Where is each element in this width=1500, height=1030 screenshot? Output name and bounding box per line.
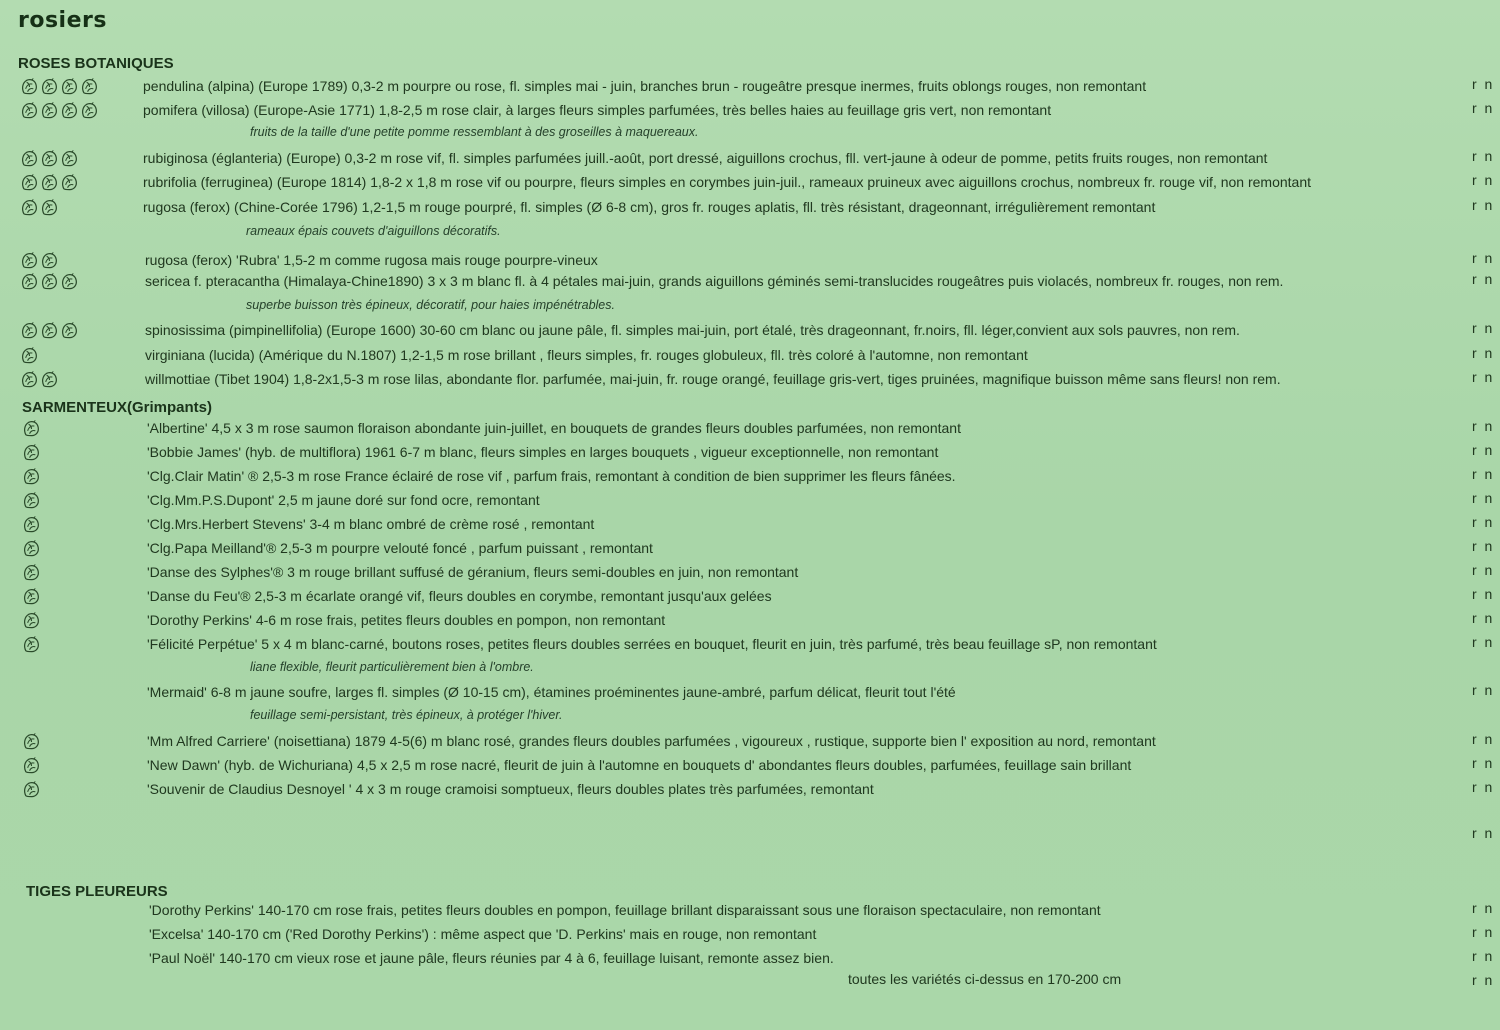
rose-description: 'Dorothy Perkins' 4-6 m rose frais, petites fleurs doubles en pompon, non remontant xyxy=(147,612,666,628)
rn-label: r n xyxy=(1472,586,1495,602)
rose-icon xyxy=(20,251,39,271)
rose-description: sericea f. pteracantha (Himalaya-Chine1890) 3 x 3 m blanc fl. à 4 pétales mai-juin, grands aiguillons géminés semi-translucides rougeâtres puis violacés, nombreux fr. rouges, non rem. xyxy=(145,273,1284,289)
hardiness-icons xyxy=(20,370,59,390)
rose-icon xyxy=(22,563,41,583)
section-heading-tiges: TIGES PLEUREURS xyxy=(26,883,168,900)
rn-label: r n xyxy=(1472,779,1495,795)
rose-description: 'New Dawn' (hyb. de Wichuriana) 4,5 x 2,5 m rose nacré, fleurit de juin à l'automne en bouquets d' abondantes fleurs doubles, parfumées, feuillage sain brillant xyxy=(147,757,1132,773)
rose-icon xyxy=(20,173,39,193)
rose-icon xyxy=(60,321,79,341)
note-sericea: superbe buisson très épineux, décoratif, pour haies impénétrables. xyxy=(246,298,615,312)
rose-description: virginiana (lucida) (Amérique du N.1807) 1,2-1,5 m rose brillant , fleurs simples, fr. rouges globuleux, fll. très coloré à l'automne, non remontant xyxy=(145,347,1028,363)
rose-row xyxy=(0,900,1500,924)
rose-description: rubrifolia (ferruginea) (Europe 1814) 1,8-2 x 1,8 m rose vif ou pourpre, fleurs simples en corymbes juin-juil., rameaux pruineux avec aiguillons crochus, nombreux fr. rouge vif, non remontant xyxy=(143,174,1312,190)
rose-icon xyxy=(22,539,41,559)
rose-description: 'Excelsa' 140-170 cm ('Red Dorothy Perkins') : même aspect que 'D. Perkins' mais en rouge, non remontant xyxy=(149,926,817,942)
rose-row xyxy=(0,320,1500,344)
rose-row xyxy=(0,610,1500,634)
rose-icon xyxy=(22,732,41,752)
rose-icon xyxy=(60,173,79,193)
rose-description: pendulina (alpina) (Europe 1789) 0,3-2 m pourpre ou rose, fl. simples mai - juin, branches brun - rougeâtre presque inermes, fruits oblongs rouges, non remontant xyxy=(143,78,1147,94)
page-title: rosiers xyxy=(18,8,107,33)
rose-icon xyxy=(22,419,41,439)
rose-row xyxy=(0,924,1500,948)
rose-row xyxy=(0,442,1500,466)
rose-description: 'Clg.Papa Meilland'® 2,5-3 m pourpre velouté foncé , parfum puissant , remontant xyxy=(147,540,653,556)
rn-label: r n xyxy=(1472,271,1495,287)
rn-label: r n xyxy=(1472,345,1495,361)
rose-description: pomifera (villosa) (Europe-Asie 1771) 1,8-2,5 m rose clair, à larges fleurs simples parfumées, très belles haies au feuillage gris vert, non remontant xyxy=(143,102,1052,118)
hardiness-icons xyxy=(20,272,79,292)
hardiness-icons xyxy=(22,780,41,800)
footer-note: toutes les variétés ci-dessus en 170-200 cm xyxy=(848,971,1122,987)
section-heading-botaniques: ROSES BOTANIQUES xyxy=(18,55,174,72)
rose-icon xyxy=(40,251,59,271)
rn-label: r n xyxy=(1472,442,1495,458)
rn-label: r n xyxy=(1472,610,1495,626)
hardiness-icons xyxy=(22,467,41,487)
note-pomifera: fruits de la taille d'une petite pomme ressemblant à des groseilles à maquereaux. xyxy=(250,125,699,139)
rose-row xyxy=(0,466,1500,490)
rose-icon xyxy=(40,101,59,121)
rn-label: r n xyxy=(1472,76,1495,92)
rn-label: r n xyxy=(1472,948,1495,964)
rn-label: r n xyxy=(1472,972,1495,988)
rn-label: r n xyxy=(1472,418,1495,434)
hardiness-icons xyxy=(22,732,41,752)
rose-icon xyxy=(20,346,39,366)
rose-row xyxy=(0,948,1500,972)
rose-icon xyxy=(40,149,59,169)
rose-icon xyxy=(20,321,39,341)
hardiness-icons xyxy=(22,515,41,535)
rose-description: rugosa (ferox) 'Rubra' 1,5-2 m comme rugosa mais rouge pourpre-vineux xyxy=(145,252,598,268)
rose-row xyxy=(0,972,1500,996)
rose-row xyxy=(0,100,1500,124)
hardiness-icons xyxy=(20,198,59,218)
rose-description: 'Mm Alfred Carriere' (noisettiana) 1879 4-5(6) m blanc rosé, grandes fleurs doubles parfumées , vigoureux , rustique, supporte bien l' exposition au nord, remontant xyxy=(147,733,1156,749)
rose-icon xyxy=(22,587,41,607)
hardiness-icons xyxy=(20,173,79,193)
rose-icon xyxy=(22,467,41,487)
rose-description: 'Albertine' 4,5 x 3 m rose saumon floraison abondante juin-juillet, en bouquets de grandes fleurs doubles parfumées, non remontant xyxy=(147,420,961,436)
hardiness-icons xyxy=(22,563,41,583)
rose-row xyxy=(0,731,1500,755)
rose-icon xyxy=(20,77,39,97)
hardiness-icons xyxy=(20,101,99,121)
rn-label: r n xyxy=(1472,490,1495,506)
rn-label: r n xyxy=(1472,900,1495,916)
rose-row xyxy=(0,271,1500,295)
rose-icon xyxy=(20,101,39,121)
rose-row xyxy=(0,586,1500,610)
rose-icon xyxy=(40,272,59,292)
rose-row xyxy=(0,562,1500,586)
hardiness-icons xyxy=(22,635,41,655)
hardiness-icons xyxy=(20,251,59,271)
rose-description: spinosissima (pimpinellifolia) (Europe 1600) 30-60 cm blanc ou jaune pâle, fl. simples mai-juin, port étalé, très drageonnant, fr.noirs, fll. léger,convient aux sols pauvres, non rem. xyxy=(145,322,1240,338)
section-heading-sarmenteux: SARMENTEUX(Grimpants) xyxy=(22,399,213,416)
rose-description: 'Clg.Mrs.Herbert Stevens' 3-4 m blanc ombré de crème rosé , remontant xyxy=(147,516,595,532)
rose-description: 'Félicité Perpétue' 5 x 4 m blanc-carné, boutons roses, petites fleurs doubles serrées en bouquet, fleurit en juin, très parfumé, très beau feuillage sP, non remontant xyxy=(147,636,1157,652)
rose-icon xyxy=(80,77,99,97)
rose-row xyxy=(0,345,1500,369)
rn-label: r n xyxy=(1472,369,1495,385)
rn-label: r n xyxy=(1472,731,1495,747)
rose-row xyxy=(0,779,1500,803)
rose-icon xyxy=(40,370,59,390)
rose-icon xyxy=(40,173,59,193)
rose-row xyxy=(0,76,1500,100)
rose-icon xyxy=(22,443,41,463)
rose-description: willmottiae (Tibet 1904) 1,8-2x1,5-3 m rose lilas, abondante flor. parfumée, mai-juin, fr. rouge orangé, feuillage gris-vert, tiges pruinées, magnifique buisson même sans fleurs! non rem. xyxy=(145,371,1281,387)
rose-icon xyxy=(22,611,41,631)
rose-row xyxy=(0,369,1500,393)
hardiness-icons xyxy=(20,149,79,169)
rose-row xyxy=(0,197,1500,221)
rn-label: r n xyxy=(1472,320,1495,336)
rose-row xyxy=(0,418,1500,442)
rose-description: 'Paul Noël' 140-170 cm vieux rose et jaune pâle, fleurs réunies par 4 à 6, feuillage luisant, remonte assez bien. xyxy=(149,950,834,966)
rose-icon xyxy=(20,149,39,169)
rn-label: r n xyxy=(1472,634,1495,650)
rose-icon xyxy=(60,149,79,169)
hardiness-icons xyxy=(22,611,41,631)
rn-label: r n xyxy=(1472,514,1495,530)
rn-label: r n xyxy=(1472,100,1495,116)
hardiness-icons xyxy=(22,419,41,439)
rose-row xyxy=(0,514,1500,538)
rose-icon xyxy=(22,635,41,655)
rose-description: 'Danse du Feu'® 2,5-3 m écarlate orangé vif, fleurs doubles en corymbe, remontant jusqu'aux gelées xyxy=(147,588,772,604)
rn-label: r n xyxy=(1472,172,1495,188)
rose-row xyxy=(0,755,1500,779)
rose-icon xyxy=(40,321,59,341)
rose-row xyxy=(0,634,1500,658)
rn-label: r n xyxy=(1472,682,1495,698)
note-felicite: liane flexible, fleurit particulièrement bien à l'ombre. xyxy=(250,660,534,674)
hardiness-icons xyxy=(22,587,41,607)
hardiness-icons xyxy=(22,756,41,776)
rose-icon xyxy=(22,515,41,535)
rose-description: 'Souvenir de Claudius Desnoyel ' 4 x 3 m rouge cramoisi somptueux, fleurs doubles plates très parfumées, remontant xyxy=(147,781,874,797)
rose-description: rugosa (ferox) (Chine-Corée 1796) 1,2-1,5 m rouge pourpré, fl. simples (Ø 6-8 cm), gros fr. rouges aplatis, fll. très résistant, drageonnant, irrégulièrement remontant xyxy=(143,199,1156,215)
rose-description: rubiginosa (églanteria) (Europe) 0,3-2 m rose vif, fl. simples parfumées juill.-août, port dressé, aiguillons crochus, fll. vert-jaune à odeur de pomme, petits fruits rouges, non remontant xyxy=(143,150,1268,166)
hardiness-icons xyxy=(22,539,41,559)
rn-label: r n xyxy=(1472,755,1495,771)
rose-description: 'Dorothy Perkins' 140-170 cm rose frais, petites fleurs doubles en pompon, feuillage brillant disparaissant sous une floraison spectaculaire, non remontant xyxy=(149,902,1101,918)
rose-icon xyxy=(22,756,41,776)
hardiness-icons xyxy=(22,443,41,463)
rose-icon xyxy=(60,101,79,121)
rose-icon xyxy=(80,101,99,121)
rose-description: 'Clg.Mm.P.S.Dupont' 2,5 m jaune doré sur fond ocre, remontant xyxy=(147,492,540,508)
rose-row xyxy=(0,148,1500,172)
rose-description: 'Mermaid' 6-8 m jaune soufre, larges fl. simples (Ø 10-15 cm), étamines proéminentes jaune-ambré, parfum délicat, fleurit tout l'été xyxy=(147,684,956,700)
rose-icon xyxy=(20,198,39,218)
rose-icon xyxy=(40,198,59,218)
rn-label: r n xyxy=(1472,924,1495,940)
hardiness-icons xyxy=(22,491,41,511)
hardiness-icons xyxy=(20,346,39,366)
rose-row xyxy=(0,682,1500,706)
rose-icon xyxy=(22,780,41,800)
note-rugosa: rameaux épais couvets d'aiguillons décoratifs. xyxy=(246,224,501,238)
rose-description: 'Clg.Clair Matin' ® 2,5-3 m rose France éclairé de rose vif , parfum frais, remontant à condition de bien supprimer les fleurs fânées. xyxy=(147,468,956,484)
rose-icon xyxy=(40,77,59,97)
rose-icon xyxy=(20,272,39,292)
rose-row xyxy=(0,825,1500,849)
rn-label: r n xyxy=(1472,466,1495,482)
rn-label: r n xyxy=(1472,197,1495,213)
rose-description: 'Danse des Sylphes'® 3 m rouge brillant suffusé de géranium, fleurs semi-doubles en juin, non remontant xyxy=(147,564,799,580)
rose-row xyxy=(0,490,1500,514)
rose-icon xyxy=(22,491,41,511)
rose-icon xyxy=(60,77,79,97)
rn-label: r n xyxy=(1472,538,1495,554)
rose-row xyxy=(0,172,1500,196)
rn-label: r n xyxy=(1472,562,1495,578)
rose-row xyxy=(0,538,1500,562)
rose-description: 'Bobbie James' (hyb. de multiflora) 1961 6-7 m blanc, fleurs simples en larges bouquets , vigueur exceptionnelle, non remontant xyxy=(147,444,939,460)
rn-label: r n xyxy=(1472,825,1495,841)
note-mermaid: feuillage semi-persistant, très épineux, à protéger l'hiver. xyxy=(250,708,563,722)
rose-icon xyxy=(20,370,39,390)
hardiness-icons xyxy=(20,77,99,97)
rose-icon xyxy=(60,272,79,292)
rn-label: r n xyxy=(1472,148,1495,164)
rn-label: r n xyxy=(1472,250,1495,266)
hardiness-icons xyxy=(20,321,79,341)
